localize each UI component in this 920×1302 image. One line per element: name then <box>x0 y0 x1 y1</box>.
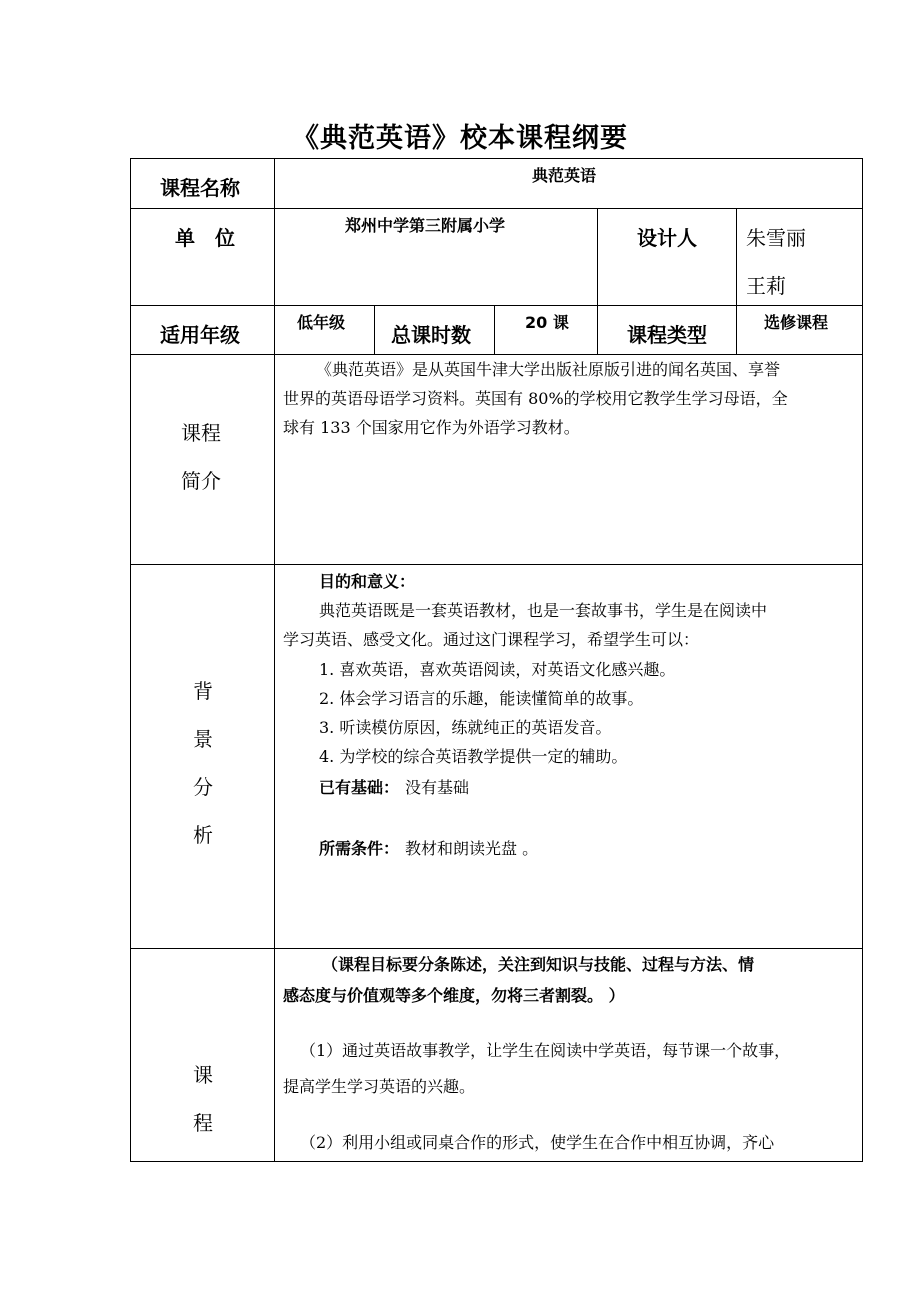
unit-value: 郑州中学第三附属小学 <box>345 216 506 235</box>
course-name-label: 课程名称 <box>160 176 240 200</box>
table-rule <box>274 158 275 1162</box>
goals-note: 感态度与价值观等多个维度，勿将三者割裂。 ） <box>283 986 625 1005</box>
table-rule <box>374 305 375 355</box>
purpose-item: 1. 喜欢英语，喜欢英语阅读，对英语文化感兴趣。 <box>319 660 676 679</box>
designer-label: 设计人 <box>637 226 697 250</box>
background-label: 析 <box>193 823 213 847</box>
basis-line <box>319 773 469 802</box>
purpose-line: 学习英语、感受文化。通过这门课程学习，希望学生可以： <box>283 630 700 649</box>
unit-label: 单 位 <box>175 226 235 250</box>
goal-line: （2）利用小组或同桌合作的形式，使学生在合作中相互协调，齐心 <box>300 1133 775 1152</box>
course-name-value: 典范英语 <box>532 166 597 185</box>
conditions-line <box>319 834 538 863</box>
background-label: 背 <box>193 679 213 703</box>
type-value: 选修课程 <box>764 313 829 332</box>
designer-name: 王莉 <box>746 274 786 298</box>
goals-label: 课 <box>193 1063 213 1087</box>
goals-note: （课程目标要分条陈述，关注到知识与技能、过程与方法、情 <box>322 955 755 974</box>
table-rule <box>597 208 598 355</box>
intro-line: 球有 133 个国家用它作为外语学习教材。 <box>283 418 580 437</box>
type-label: 课程类型 <box>627 323 707 347</box>
purpose-line: 典范英语既是一套英语教材，也是一套故事书，学生是在阅读中 <box>319 601 768 620</box>
designer-name: 朱雪丽 <box>746 226 806 250</box>
intro-label: 课程 <box>181 421 221 445</box>
basis-value: 没有基础 <box>405 778 470 797</box>
table-rule <box>130 305 863 306</box>
conditions-label: 所需条件： <box>319 839 400 858</box>
purpose-item: 2. 体会学习语言的乐趣，能读懂简单的故事。 <box>319 689 644 708</box>
table-rule <box>130 208 863 209</box>
table-rule <box>130 948 863 949</box>
goal-line: 提高学生学习英语的兴趣。 <box>283 1077 476 1096</box>
intro-line: 世界的英语母语学习资料。英国有 80%的学校用它教学生学习母语，全 <box>283 389 788 408</box>
table-rule <box>130 1161 863 1162</box>
table-rule <box>736 208 737 355</box>
intro-line: 《典范英语》是从英国牛津大学出版社原版引进的闻名英国、享誉 <box>316 360 781 379</box>
goals-label: 程 <box>193 1111 213 1135</box>
goal-line: （1）通过英语故事教学，让学生在阅读中学英语，每节课一个故事， <box>300 1041 791 1060</box>
background-label: 分 <box>193 775 213 799</box>
hours-value: 20 课 <box>525 313 569 332</box>
table-rule <box>494 305 495 355</box>
purpose-heading: 目的和意义： <box>319 572 416 591</box>
background-label: 景 <box>193 727 213 751</box>
conditions-value: 教材和朗读光盘 。 <box>405 839 539 858</box>
table-rule <box>130 158 131 1162</box>
table-rule <box>130 564 863 565</box>
purpose-item: 3. 听读模仿原因，练就纯正的英语发音。 <box>319 718 612 737</box>
intro-label: 简介 <box>181 469 221 493</box>
grade-label: 适用年级 <box>160 323 240 347</box>
hours-label: 总课时数 <box>391 323 471 347</box>
grade-value: 低年级 <box>297 313 346 332</box>
table-rule <box>130 158 863 159</box>
basis-label: 已有基础： <box>319 778 400 797</box>
purpose-item: 4. 为学校的综合英语教学提供一定的辅助。 <box>319 747 628 766</box>
document-title: 《典范英语》校本课程纲要 <box>292 123 628 154</box>
table-rule <box>862 158 863 1162</box>
